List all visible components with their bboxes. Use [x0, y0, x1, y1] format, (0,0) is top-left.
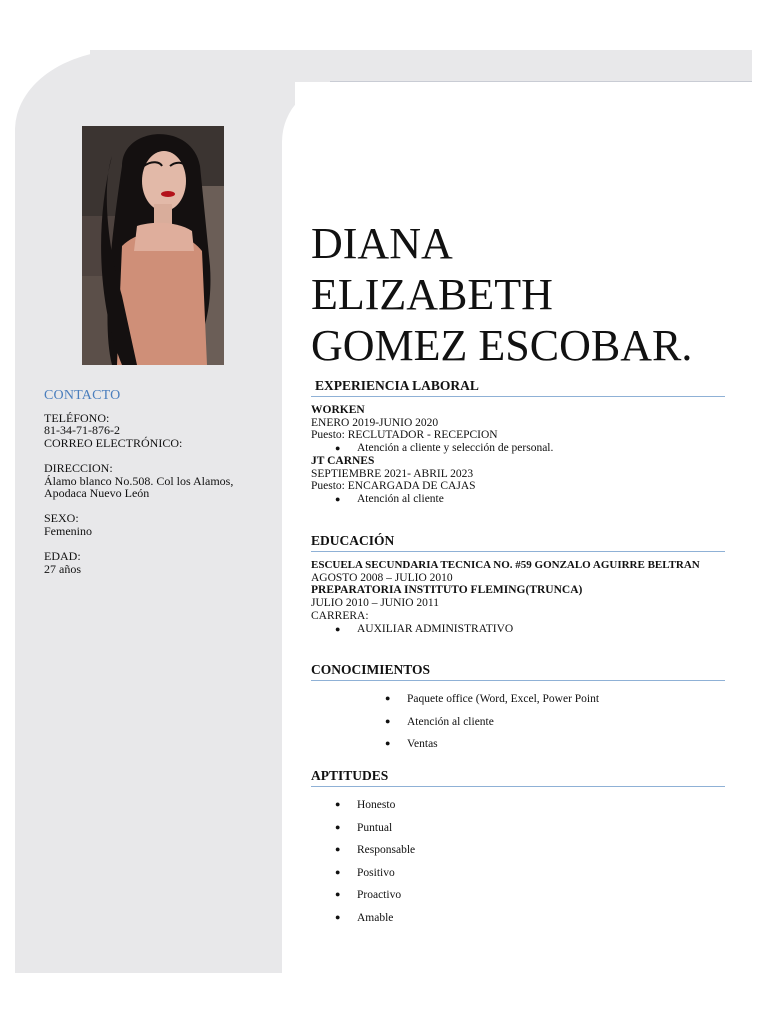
bullet-icon: ●: [335, 844, 341, 854]
list-item: ● Honesto: [335, 799, 396, 811]
email-label: CORREO ELECTRÓNICO:: [44, 435, 183, 450]
list-item: ● Atención al cliente: [335, 492, 444, 505]
list-item: ● Ventas: [385, 738, 438, 750]
school-2-name: PREPARATORIA INSTITUTO FLEMING(TRUNCA): [311, 584, 583, 597]
header-divider: [330, 81, 752, 82]
list-item: ● Responsable: [335, 844, 416, 856]
name-line-1: DIANA: [311, 219, 453, 268]
name-line-3: GOMEZ ESCOBAR.: [311, 321, 693, 370]
skills-heading: APTITUDES: [311, 768, 725, 787]
contact-section: [44, 390, 280, 575]
list-item: ● Paquete office (Word, Excel, Power Point: [385, 693, 600, 705]
job-2-dates: SEPTIEMBRE 2021- ABRIL 2023: [311, 467, 474, 480]
age-value: 27 años: [44, 561, 81, 576]
school-1-name: ESCUELA SECUNDARIA TECNICA NO. #59 GONZALO AGUIRRE BELTRAN: [311, 559, 700, 571]
sex-label: SEXO:: [44, 511, 79, 526]
career-label: CARRERA:: [311, 609, 369, 622]
phone-label: TELÉFONO:: [44, 410, 110, 425]
address-line-2: Apodaca Nuevo León: [44, 486, 150, 501]
bullet-icon: ●: [335, 911, 341, 922]
education-heading: EDUCACIÓN: [311, 533, 725, 552]
list-item: ● Atención a cliente y selección de personal.: [335, 442, 554, 455]
job-1-company: WORKEN: [311, 404, 365, 416]
list-item: ● Proactivo: [335, 889, 402, 901]
candidate-name: [311, 218, 751, 371]
phone-value: 81-34-71-876-2: [44, 423, 120, 438]
name-line-2: ELIZABETH: [311, 270, 553, 319]
bullet-icon: ●: [335, 623, 341, 634]
school-1-dates: AGOSTO 2008 – JULIO 2010: [311, 571, 453, 584]
age-label: EDAD:: [44, 549, 81, 564]
list-item: ● Atención al cliente: [385, 715, 494, 728]
bullet-icon: ●: [385, 738, 391, 748]
list-item: ● Positivo: [335, 866, 395, 879]
experience-heading: EXPERIENCIA LABORAL: [311, 378, 725, 397]
education-section: [311, 533, 725, 635]
job-1-position: Puesto: RECLUTADOR - RECEPCION: [311, 429, 498, 442]
list-item: ● Puntual: [335, 821, 393, 834]
list-item: ● Amable: [335, 911, 394, 924]
bullet-icon: ●: [335, 866, 341, 877]
job-1-dates: ENERO 2019-JUNIO 2020: [311, 416, 439, 429]
job-2-company: JT CARNES: [311, 454, 375, 467]
school-2-dates: JULIO 2010 – JUNIO 2011: [311, 597, 439, 610]
profile-photo: [82, 126, 224, 365]
list-item: ● AUXILIAR ADMINISTRATIVO: [335, 622, 514, 635]
bullet-icon: ●: [335, 889, 341, 899]
address-label: DIRECCION:: [44, 460, 113, 475]
bullet-icon: ●: [335, 493, 341, 504]
bullet-icon: ●: [335, 443, 341, 454]
bullet-icon: ●: [385, 715, 391, 726]
contact-heading: CONTACTO: [44, 388, 121, 403]
knowledge-section: [311, 662, 725, 761]
bullet-icon: ●: [335, 799, 341, 809]
address-line-1: Álamo blanco No.508. Col los Alamos,: [44, 473, 234, 488]
skills-section: [311, 768, 725, 934]
knowledge-heading: CONOCIMIENTOS: [311, 662, 725, 681]
job-2-position: Puesto: ENCARGADA DE CAJAS: [311, 480, 476, 493]
experience-section: [311, 378, 725, 506]
bullet-icon: ●: [335, 821, 341, 832]
sex-value: Femenino: [44, 523, 92, 538]
bullet-icon: ●: [385, 693, 391, 703]
